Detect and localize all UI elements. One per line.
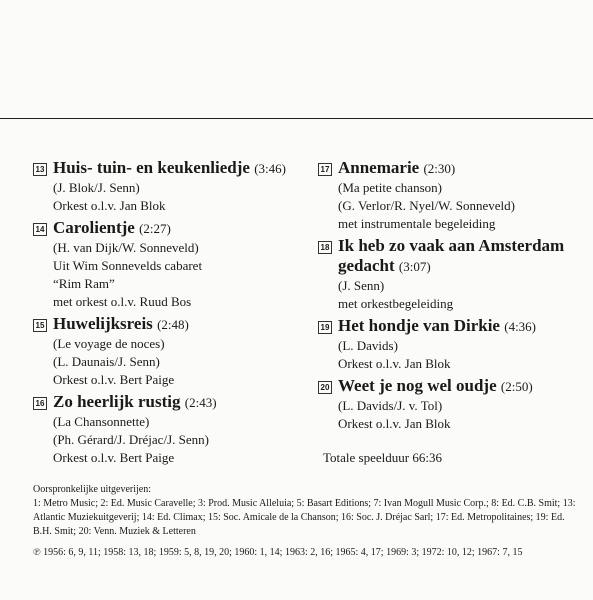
- track-number: 18: [318, 241, 332, 254]
- track-orchestra: Orkest o.l.v. Jan Blok: [338, 416, 451, 431]
- publishers-list: 1: Metro Music; 2: Ed. Music Caravelle; 3: Prod. Music Alleluia; 5: Basart Editions; 7: Ivan Mogull Music Corp.; 8: Ed. C.B. Smit; 13: Atlantic Muziekuitgeverij; 14: Ed. Climax; 15: Soc. Amicale de la Chanson; 16: Soc. J. Dréjac Sarl; 17: Ed. Metropolitaines; 19: Ed. B.H. Smit; 20: Venn. Muziek & Letteren: [33, 498, 576, 537]
- track-note: Uit Wim Sonnevelds cabaret: [53, 258, 203, 273]
- track-number: 19: [318, 321, 332, 334]
- track-duration: (2:48): [157, 317, 189, 332]
- track-credits: (Ph. Gérard/J. Dréjac/J. Senn): [53, 432, 209, 447]
- track-number: 17: [318, 163, 332, 176]
- track-title: Carolientje: [53, 218, 135, 237]
- track-title: Zo heerlijk rustig: [53, 392, 181, 411]
- track-number: 13: [33, 163, 47, 176]
- track-title: Ik heb zo vaak aan Amsterdam gedacht: [338, 236, 565, 275]
- track-13: [33, 158, 293, 215]
- track-note: “Rim Ram”: [53, 276, 115, 291]
- track-credits: (L. Davids): [338, 338, 398, 353]
- track-credits: (J. Blok/J. Senn): [53, 180, 140, 195]
- track-20: [318, 376, 580, 433]
- track-original-title: (La Chansonnette): [53, 414, 150, 429]
- track-original-title: (Le voyage de noces): [53, 336, 165, 351]
- track-16: [33, 392, 293, 467]
- track-14: [33, 218, 293, 311]
- track-orchestra: met instrumentale begeleiding: [338, 216, 496, 231]
- track-duration: (4:36): [504, 319, 537, 334]
- track-duration: (3:07): [398, 259, 431, 274]
- track-duration: (2:43): [184, 395, 217, 410]
- track-orchestra: Orkest o.l.v. Jan Blok: [53, 198, 166, 213]
- track-credits: (L. Daunais/J. Senn): [53, 354, 160, 369]
- track-number: 14: [33, 223, 47, 236]
- track-orchestra: Orkest o.l.v. Bert Paige: [53, 450, 175, 465]
- track-orchestra: met orkestbegeleiding: [338, 296, 454, 311]
- track-title: Het hondje van Dirkie: [338, 316, 500, 335]
- track-18: [318, 236, 580, 313]
- tracklist-left: [33, 158, 293, 470]
- total-duration: Totale speelduur 66:36: [323, 450, 442, 465]
- track-credits: (G. Verlor/R. Nyel/W. Sonneveld): [338, 198, 515, 213]
- track-credits: (L. Davids/J. v. Tol): [338, 398, 443, 413]
- track-number: 20: [318, 381, 332, 394]
- track-19: [318, 316, 580, 373]
- track-number: 15: [33, 319, 47, 332]
- track-orchestra: Orkest o.l.v. Bert Paige: [53, 372, 175, 387]
- track-title: Huwelijksreis: [53, 314, 153, 333]
- track-duration: (3:46): [254, 161, 286, 176]
- publishers-header: Oorspronkelijke uitgeverijen:: [33, 484, 152, 495]
- copyright-years: ℗ 1956: 6, 9, 11; 1958: 13, 18; 1959: 5, 8, 19, 20; 1960: 1, 14; 1963: 2, 16; 1965: 4, 17; 1969: 3; 1972: 10, 12; 1967: 7, 15: [33, 547, 523, 558]
- track-title: Weet je nog wel oudje: [338, 376, 497, 395]
- track-title: Huis- tuin- en keukenliedje: [53, 158, 250, 177]
- track-duration: (2:27): [139, 221, 171, 236]
- track-15: [33, 314, 293, 389]
- track-orchestra: met orkest o.l.v. Ruud Bos: [53, 294, 192, 309]
- track-duration: (2:50): [500, 379, 533, 394]
- track-original-title: (Ma petite chanson): [338, 180, 442, 195]
- tracklist-right: [318, 158, 580, 467]
- track-credits: (J. Senn): [338, 278, 385, 293]
- track-title: Annemarie: [338, 158, 420, 177]
- track-orchestra: Orkest o.l.v. Jan Blok: [338, 356, 451, 371]
- horizontal-rule: [0, 118, 593, 119]
- track-number: 16: [33, 397, 47, 410]
- publishers-block: [33, 483, 578, 539]
- track-credits: (H. van Dijk/W. Sonneveld): [53, 240, 199, 255]
- track-17: [318, 158, 580, 233]
- track-duration: (2:30): [423, 161, 456, 176]
